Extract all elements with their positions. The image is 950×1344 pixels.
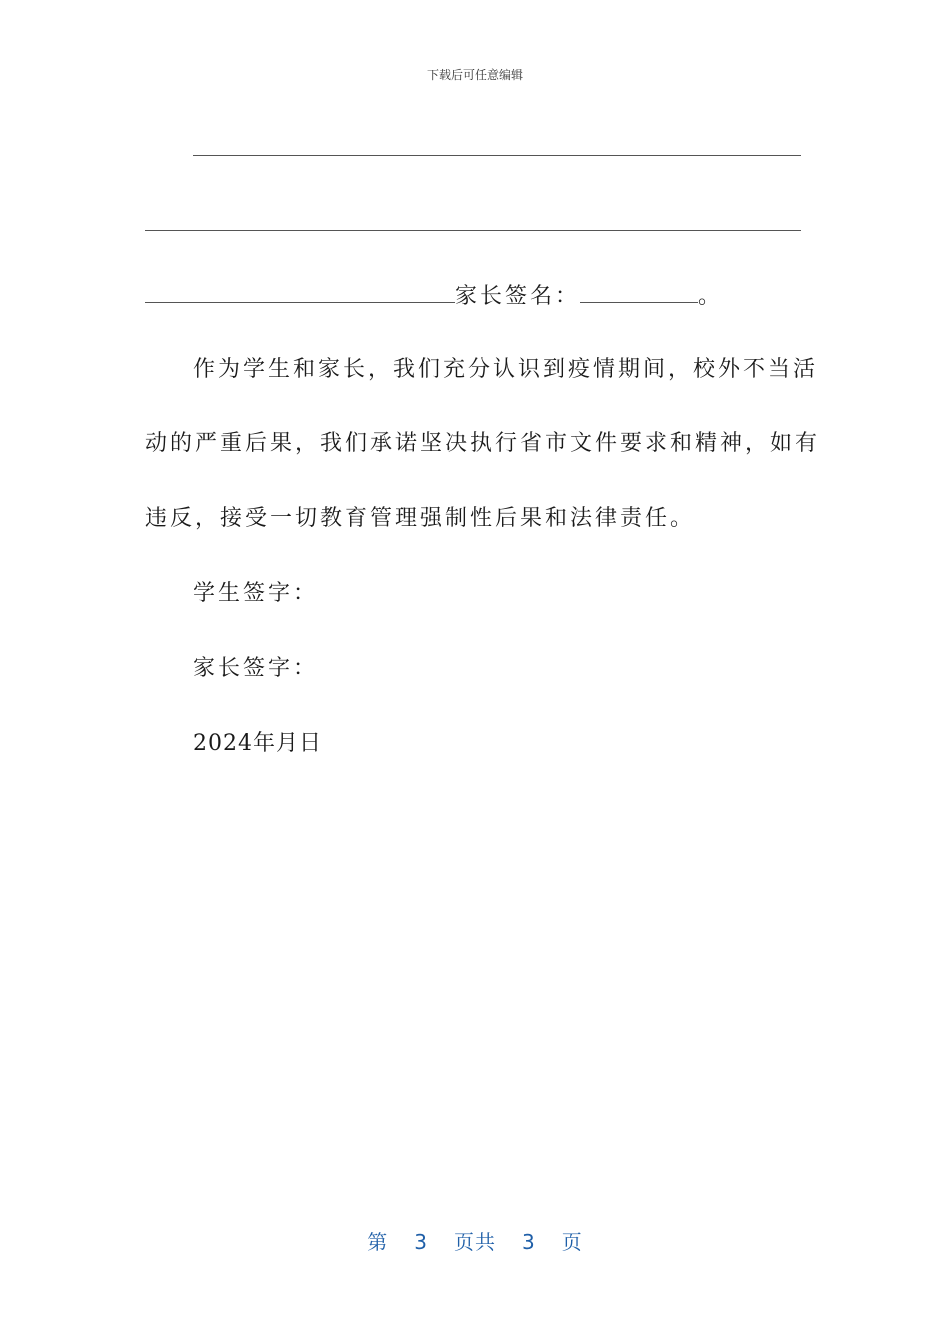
blank-field: [145, 280, 455, 303]
date-line: 2024年月日: [193, 731, 322, 756]
student-signature-label: 学生签字：: [193, 581, 319, 606]
parent-signature-line: [145, 280, 723, 312]
header-note: 下载后可任意编辑: [426, 68, 523, 82]
parent-signature-label: 家长签名：: [455, 284, 581, 309]
signature-line-end: 。: [698, 284, 724, 309]
footer-page-label-mid: 页共: [454, 1230, 496, 1254]
blank-rule-1: [193, 155, 801, 156]
footer-current-page: 3: [414, 1230, 428, 1254]
footer-total-pages: 3: [522, 1230, 536, 1254]
pledge-line-1: 作为学生和家长，我们充分认识到疫情期间，校外不当活: [193, 357, 819, 382]
parent-signature-label-2: 家长签字：: [193, 656, 319, 681]
pledge-line-2: 动的严重后果，我们承诺坚决执行省市文件要求和精神，如有: [145, 431, 821, 456]
signature-blank: [580, 280, 698, 303]
blank-rule-2: [145, 230, 801, 231]
footer-page-label-end: 页: [561, 1230, 583, 1254]
page-footer: [0, 1226, 950, 1255]
pledge-line-3: 违反，接受一切教育管理强制性后果和法律责任。: [145, 506, 696, 531]
footer-page-label-start: 第: [367, 1230, 389, 1254]
